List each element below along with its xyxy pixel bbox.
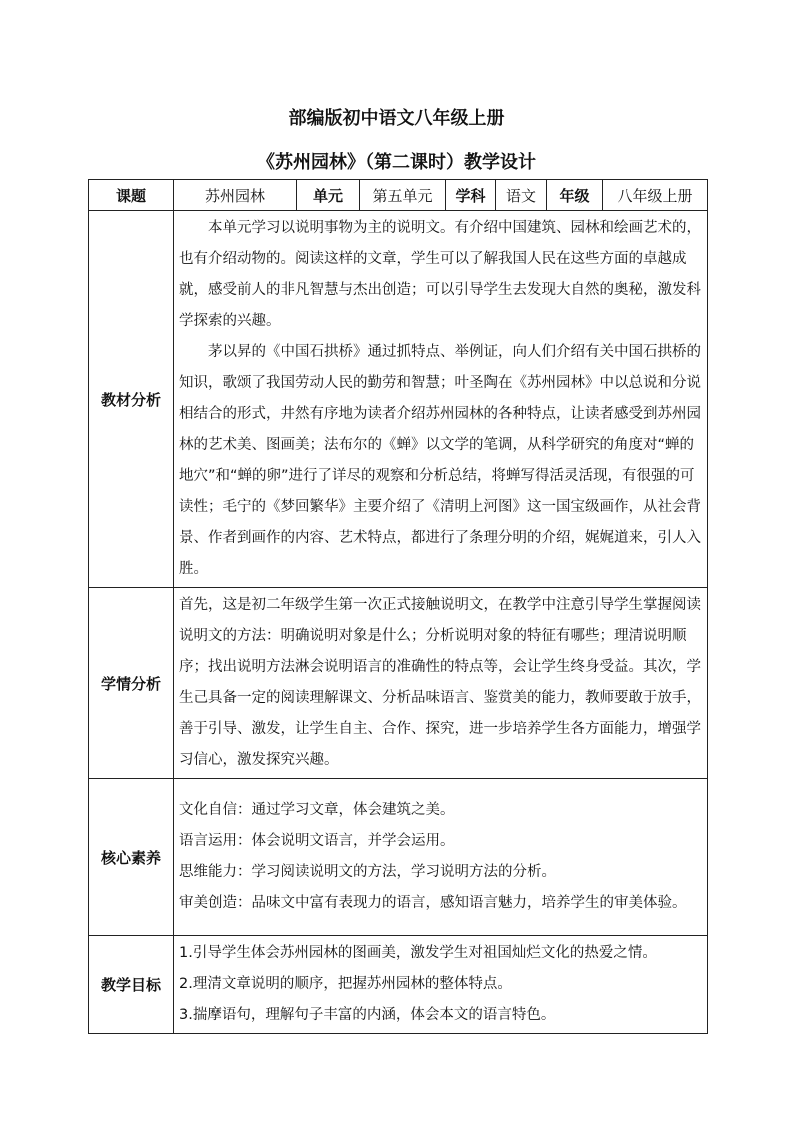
paragraph: 审美创造：品味文中富有表现力的语言，感知语言魅力，培养学生的审美体验。	[179, 895, 687, 911]
paragraph: 首先，这是初二年级学生第一次正式接触说明文，在教学中注意引导学生掌握阅读说明文的方法：明确说明对象是什么；分析说明对象的特征有哪些；理清说明顺序；找出说明方法淋会说明语言的准确性的特点等，会让学生终身受益。其次，学生己具备一定的阅读理解课文、分析品味语言、鉴赏美的能力，教师要敢于放手，善于引导、激发，让学生自主、合作、探究，进一步培养学生各方面能力，增强学习信心，激发探究兴趣。	[179, 597, 701, 768]
document-title: 部编版初中语文八年级上册	[288, 108, 505, 129]
paragraph: 语言运用：体会说明文语言，并学会运用。	[179, 833, 455, 849]
paragraph: 文化自信：通过学习文章，体会建筑之美。	[179, 802, 455, 818]
section-label: 学情分析	[89, 588, 174, 779]
section-label: 教材分析	[89, 211, 174, 588]
subject-label: 学科	[446, 180, 496, 211]
paragraph: 思维能力：学习阅读说明文的方法，学习说明方法的分析。	[179, 864, 556, 880]
section-content	[174, 936, 708, 1034]
topic-label: 课题	[89, 180, 174, 211]
student-analysis-row	[89, 588, 708, 779]
textbook-analysis-row	[89, 211, 708, 588]
paragraph: 茅以昇的《中国石拱桥》通过抓特点、举例证，向人们介绍有关中国石拱桥的知识，歌颂了我国劳动人民的勤劳和智慧；叶圣陶在《苏州园林》中以总说和分说相结合的形式，井然有序地为读者介绍苏州园林的各种特点，让读者感受到苏州园林的艺术美、图画美；法布尔的《蝉》以文学的笔调，从科学研究的角度对“蝉的地穴”和“蝉的卵”进行了详尽的观察和分析总结，将蝉写得活灵活现，有很强的可读性；毛宁的《梦回繁华》主要介绍了《清明上河图》这一国宝级画作，从社会背景、作者到画作的内容、艺术特点，都进行了条理分明的介绍，娓娓道来，引人入胜。	[179, 344, 701, 577]
document-subtitle: 《苏州园林》（第二课时）教学设计	[257, 152, 536, 173]
section-content	[174, 211, 708, 588]
grade-value: 八年级上册	[603, 180, 708, 211]
unit-value: 第五单元	[360, 180, 446, 211]
paragraph: 2.理清文章说明的顺序，把握苏州园林的整体特点。	[179, 976, 512, 992]
info-row	[89, 180, 708, 211]
paragraph: 3.揣摩语句，理解句子丰富的内涵，体会本文的语言特色。	[179, 1007, 556, 1023]
section-label: 核心素养	[89, 779, 174, 936]
section-content	[174, 779, 708, 936]
lesson-plan-table	[88, 179, 708, 1034]
unit-label: 单元	[297, 180, 360, 211]
core-literacy-row	[89, 779, 708, 936]
subject-value: 语文	[496, 180, 547, 211]
paragraph: 本单元学习以说明事物为主的说明文。有介绍中国建筑、园林和绘画艺术的，也有介绍动物的。阅读这样的文章，学生可以了解我国人民在这些方面的卓越成就，感受前人的非凡智慧与杰出创造；可以引导学生去发现大自然的奥秘，激发科学探索的兴趣。	[179, 220, 701, 329]
teaching-goals-row	[89, 936, 708, 1034]
paragraph: 1.引导学生体会苏州园林的图画美，激发学生对祖国灿烂文化的热爱之情。	[179, 945, 657, 961]
grade-label: 年级	[547, 180, 603, 211]
section-label: 教学目标	[89, 936, 174, 1034]
section-content	[174, 588, 708, 779]
topic-value: 苏州园林	[174, 180, 297, 211]
